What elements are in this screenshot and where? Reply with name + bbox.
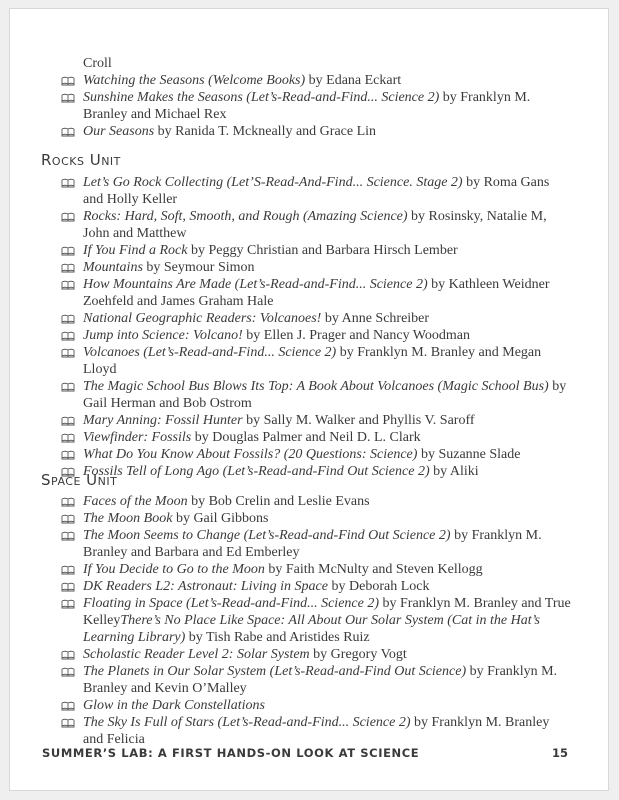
book-title: Fossils Tell of Long Ago (Let’s-Read-and-Find Out Science 2) [83, 464, 430, 479]
open-book-icon [61, 531, 75, 541]
book-authors: by Douglas Palmer and Neil D. L. Clark [191, 430, 421, 445]
book-list-item [10, 412, 608, 429]
book-title: Faces of the Moon [83, 494, 188, 509]
book-list-item [10, 510, 608, 527]
space-list [10, 493, 608, 748]
book-title: The Planets in Our Solar System (Let’s-Read-and-Find Out Science) [83, 664, 467, 679]
book-title: If You Find a Rock [83, 243, 188, 258]
book-authors: by Seymour Simon [142, 260, 255, 275]
book-list-item [10, 174, 608, 208]
book-list-item [10, 327, 608, 344]
open-book-icon [61, 127, 75, 137]
book-list-item [10, 208, 608, 242]
book-title: The Moon Seems to Change (Let’s-Read-and-Find Out Science 2) [83, 528, 451, 543]
open-book-icon [61, 450, 75, 460]
book-authors: by Franklyn M. Branley and Kevin O’Malley [83, 664, 558, 696]
book-title: Floating in Space (Let’s-Read-and-Find... Science 2) [83, 596, 379, 611]
open-book-icon [61, 348, 75, 358]
book-list-item [10, 242, 608, 259]
book-authors: by Franklyn M. Branley and Felicia [83, 715, 550, 747]
open-book-icon [61, 314, 75, 324]
book-list-item [10, 646, 608, 663]
book-authors: by Kathleen Weidner Zoehfeld and James Graham Hale [83, 277, 550, 309]
book-authors: by Peggy Christian and Barbara Hirsch Lember [187, 243, 458, 258]
book-title: Mountains [83, 260, 143, 275]
book-title: The Sky Is Full of Stars (Let’s-Read-and-Find... Science 2) [83, 715, 411, 730]
continuation-text: Croll [83, 56, 112, 71]
open-book-icon [61, 599, 75, 609]
open-book-icon [61, 178, 75, 188]
open-book-icon [61, 650, 75, 660]
book-title: Scholastic Reader Level 2: Solar System [83, 647, 310, 662]
book-title: If You Decide to Go to the Moon [83, 562, 265, 577]
book-title: Volcanoes (Let’s-Read-and-Find... Science 2) [83, 345, 337, 360]
open-book-icon [61, 565, 75, 575]
page-footer [10, 746, 608, 764]
book-title: Glow in the Dark Constellations [83, 698, 265, 713]
book-authors: by Tish Rabe and Aristides Ruiz [185, 630, 370, 645]
open-book-icon [61, 701, 75, 711]
open-book-icon [61, 497, 75, 507]
book-list-item [10, 259, 608, 276]
open-book-icon [61, 212, 75, 222]
open-book-icon [61, 246, 75, 256]
space-unit-heading: Space Unit [41, 471, 118, 489]
open-book-icon [61, 433, 75, 443]
open-book-icon [61, 416, 75, 426]
book-list-item [10, 429, 608, 446]
book-list-item [10, 595, 608, 646]
book-authors: by Sally M. Walker and Phyllis V. Saroff [242, 413, 475, 428]
book-list-item [10, 276, 608, 310]
book-title: What Do You Know About Fossils? (20 Questions: Science) [83, 447, 418, 462]
book-title: Rocks: Hard, Soft, Smooth, and Rough (Amazing Science) [83, 209, 408, 224]
book-list-item [10, 310, 608, 327]
book-list-item [10, 561, 608, 578]
book-authors: by Rosinsky, Natalie M, John and Matthew [83, 209, 547, 241]
open-book-icon [61, 718, 75, 728]
book-authors: by Franklyn M. Branley and Michael Rex [83, 90, 531, 122]
open-book-icon [61, 263, 75, 273]
book-authors: by Franklyn M. Branley and True Kelley [83, 596, 571, 628]
book-authors: by Ranida T. Mckneally and Grace Lin [154, 124, 377, 139]
book-title: Watching the Seasons (Welcome Books) [83, 73, 306, 88]
book-title: Mary Anning: Fossil Hunter [83, 413, 243, 428]
book-authors: by Gail Gibbons [172, 511, 269, 526]
book-list-item [10, 378, 608, 412]
book-title: DK Readers L2: Astronaut: Living in Space [83, 579, 328, 594]
book-title: National Geographic Readers: Volcanoes! [83, 311, 322, 326]
book-title: Sunshine Makes the Seasons (Let’s-Read-and-Find... Science 2) [83, 90, 440, 105]
book-list-item [10, 663, 608, 697]
book-title: Viewfinder: Fossils [83, 430, 192, 445]
book-list-item [10, 697, 608, 714]
book-list-item [10, 89, 608, 123]
book-authors: by Ellen J. Prager and Nancy Woodman [242, 328, 471, 343]
book-list-item [10, 493, 608, 510]
book-list-item [10, 72, 608, 89]
book-title: How Mountains Are Made (Let’s-Read-and-Find... Science 2) [83, 277, 428, 292]
book-list-item [10, 527, 608, 561]
open-book-icon [61, 382, 75, 392]
book-title: The Magic School Bus Blows Its Top: A Book About Volcanoes (Magic School Bus) [83, 379, 549, 394]
book-title: Jump into Science: Volcano! [83, 328, 243, 343]
open-book-icon [61, 667, 75, 677]
book-authors: by Franklyn M. Branley and Barbara and Ed Emberley [83, 528, 542, 560]
book-authors: by Anne Schreiber [321, 311, 430, 326]
book-title: There’s No Place Like Space: All About Our Solar System (Cat in the Hat’s Learning Library) [83, 613, 540, 645]
seasons-list [10, 72, 608, 140]
book-authors: by Gregory Vogt [309, 647, 407, 662]
book-title: Our Seasons [83, 124, 155, 139]
open-book-icon [61, 514, 75, 524]
open-book-icon [61, 76, 75, 86]
book-authors: by Faith McNulty and Steven Kellogg [264, 562, 483, 577]
open-book-icon [61, 331, 75, 341]
book-title: Let’s Go Rock Collecting (Let’S-Read-And-Find... Science. Stage 2) [83, 175, 463, 190]
book-authors: by Franklyn M. Branley and Megan Lloyd [83, 345, 542, 377]
book-list-item [10, 123, 608, 140]
book-authors: by Edana Eckart [305, 73, 402, 88]
book-title: The Moon Book [83, 511, 173, 526]
book-authors: by Suzanne Slade [417, 447, 521, 462]
open-book-icon [61, 280, 75, 290]
open-book-icon [61, 582, 75, 592]
open-book-icon [61, 93, 75, 103]
book-list-item [10, 446, 608, 463]
rocks-list [10, 174, 608, 480]
book-authors: by Roma Gans and Holly Keller [83, 175, 550, 207]
page-number: 15 [551, 746, 568, 760]
book-list-item [10, 714, 608, 748]
book-authors: by Gail Herman and Bob Ostrom [83, 379, 567, 411]
book-list-item [10, 578, 608, 595]
book-authors: by Deborah Lock [328, 579, 430, 594]
book-authors: by Bob Crelin and Leslie Evans [187, 494, 370, 509]
document-page [9, 8, 609, 791]
footer-title: SUMMER’S LAB: A FIRST HANDS-ON LOOK AT SCIENCE [42, 746, 420, 760]
rocks-unit-heading: Rocks Unit [41, 151, 121, 169]
book-list-item [10, 344, 608, 378]
book-authors: by Aliki [429, 464, 479, 479]
